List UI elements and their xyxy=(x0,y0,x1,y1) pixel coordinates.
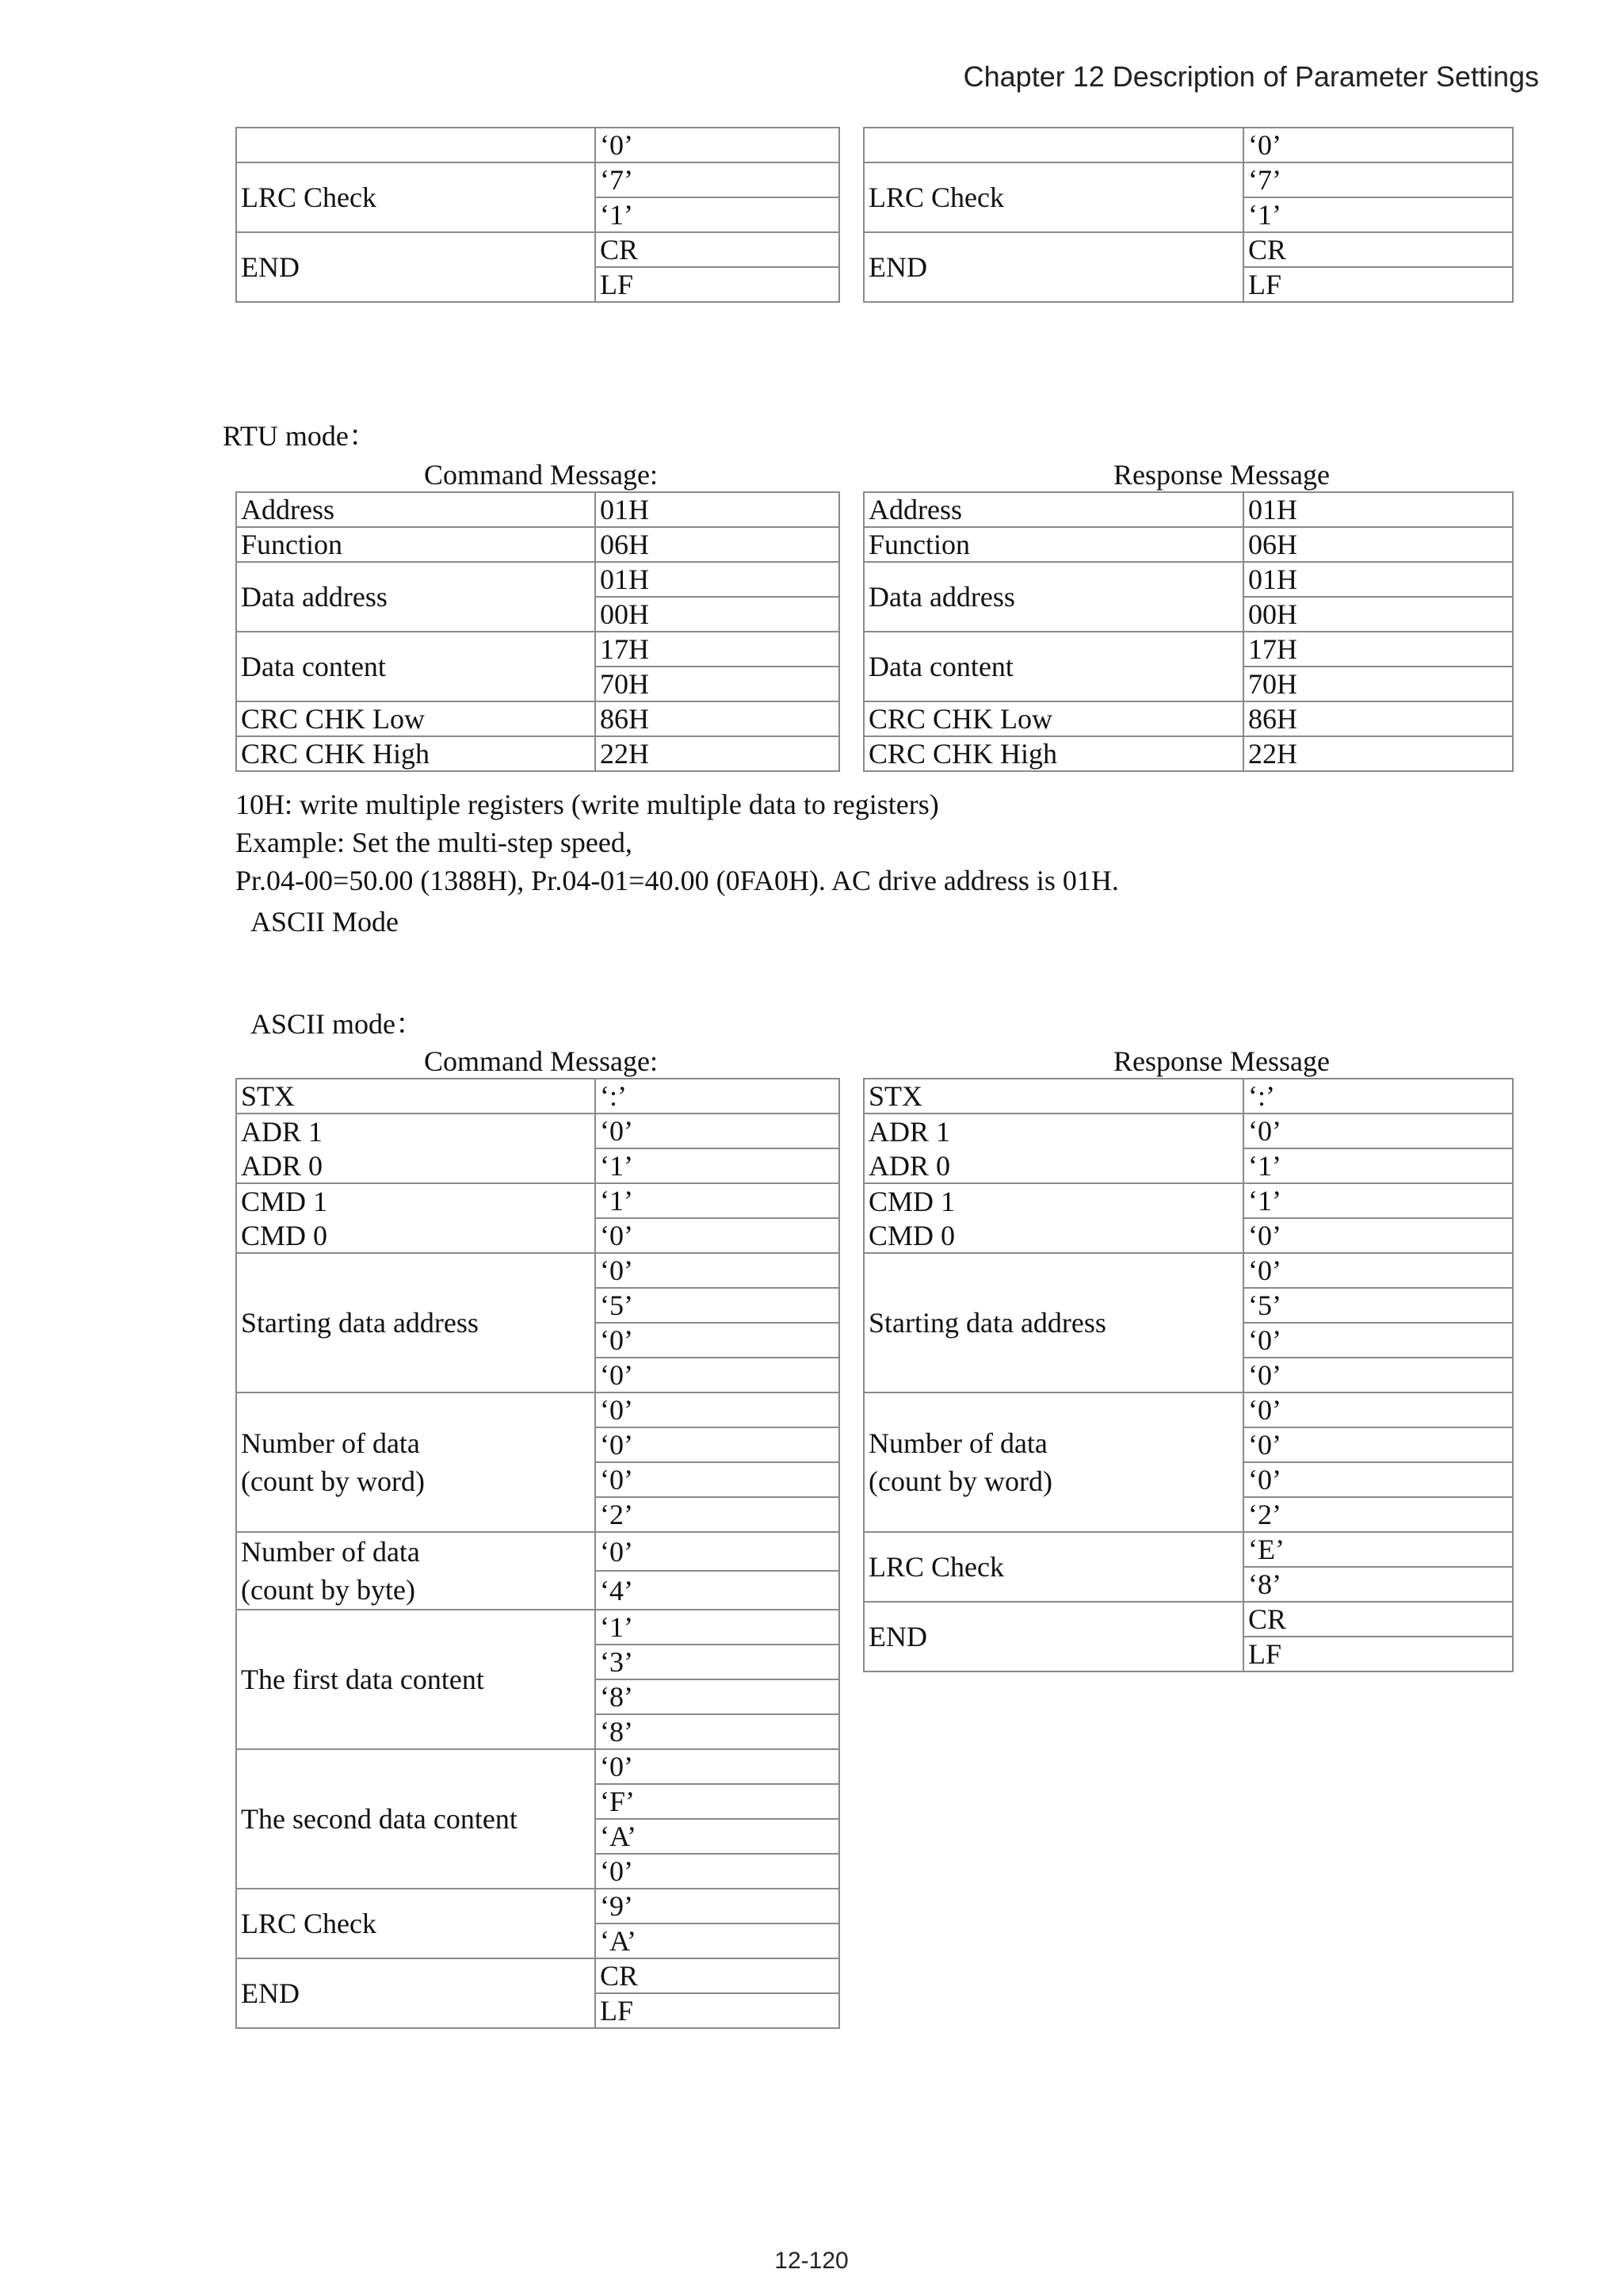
rtu-command-table xyxy=(235,491,840,772)
field-value: ‘8’ xyxy=(595,1679,839,1714)
ascii-command-table xyxy=(235,1078,840,2029)
field-name: Number of data (count by word) xyxy=(864,1392,1243,1532)
field-value: ‘7’ xyxy=(595,162,839,197)
table-row xyxy=(236,1218,839,1253)
field-value: 22H xyxy=(1243,736,1513,771)
table-row xyxy=(864,1253,1513,1288)
field-name: Data content xyxy=(236,632,595,701)
table-row xyxy=(236,736,839,771)
table-row xyxy=(236,1610,839,1645)
field-name: ADR 1 xyxy=(864,1114,1243,1148)
field-value: 01H xyxy=(595,492,839,527)
field-value: ‘0’ xyxy=(595,128,839,162)
ascii-mode-heading: ASCII Mode xyxy=(250,906,399,938)
field-value: ‘7’ xyxy=(1243,162,1513,197)
field-name: CMD 0 xyxy=(236,1218,595,1253)
table-row xyxy=(236,1148,839,1183)
field-name: ADR 1 xyxy=(236,1114,595,1148)
table-row xyxy=(236,562,839,597)
field-value: ‘0’ xyxy=(595,1427,839,1462)
top-left-table xyxy=(235,127,840,303)
ascii-command-caption: Command Message: xyxy=(424,1045,658,1077)
table-row xyxy=(236,1392,839,1427)
field-value: LF xyxy=(1243,267,1513,302)
table-row xyxy=(236,162,839,197)
ascii-response-caption: Response Message xyxy=(1113,1045,1330,1077)
field-value: 06H xyxy=(595,527,839,562)
table-row xyxy=(236,1958,839,1993)
field-value: ‘F’ xyxy=(595,1784,839,1819)
field-name: CRC CHK Low xyxy=(864,701,1243,736)
field-name: STX xyxy=(236,1079,595,1114)
field-value: ‘0’ xyxy=(595,1358,839,1392)
field-value: ‘2’ xyxy=(1243,1497,1513,1532)
table-row xyxy=(236,1253,839,1288)
field-name xyxy=(864,128,1243,162)
field-value: 70H xyxy=(1243,667,1513,701)
table-row xyxy=(864,527,1513,562)
field-name: Starting data address xyxy=(236,1253,595,1392)
table-row xyxy=(236,701,839,736)
field-value: ‘0’ xyxy=(1243,1323,1513,1358)
field-name: Number of data (count by word) xyxy=(236,1392,595,1532)
field-value: LF xyxy=(1243,1637,1513,1671)
field-value: ‘:’ xyxy=(1243,1079,1513,1114)
field-value: LF xyxy=(595,1993,839,2028)
ascii-mode-title: ASCII mode： xyxy=(250,1008,424,1040)
table-row xyxy=(236,1114,839,1148)
field-name xyxy=(236,128,595,162)
field-value: ‘0’ xyxy=(595,1253,839,1288)
field-value: ‘A’ xyxy=(595,1924,839,1958)
table-row xyxy=(864,701,1513,736)
field-value: ‘2’ xyxy=(595,1497,839,1532)
field-value: 00H xyxy=(595,597,839,632)
field-value: 17H xyxy=(1243,632,1513,667)
field-name: Number of data (count by byte) xyxy=(236,1532,595,1610)
rtu-mode-title: RTU mode： xyxy=(223,420,377,452)
field-name: END xyxy=(236,1958,595,2028)
field-value: ‘0’ xyxy=(1243,1392,1513,1427)
field-value: ‘0’ xyxy=(595,1323,839,1358)
table-row xyxy=(236,1183,839,1218)
rtu-command-caption: Command Message: xyxy=(424,459,658,491)
field-name: Data address xyxy=(864,562,1243,632)
field-value: ‘0’ xyxy=(1243,1218,1513,1253)
field-value: 01H xyxy=(1243,492,1513,527)
example-line: Example: Set the multi-step speed, xyxy=(235,827,632,858)
field-name: LRC Check xyxy=(236,1889,595,1958)
chapter-header: Chapter 12 Description of Parameter Settings xyxy=(963,60,1539,93)
rtu-response-caption: Response Message xyxy=(1113,459,1330,491)
field-name: Starting data address xyxy=(864,1253,1243,1392)
table-row xyxy=(864,1602,1513,1637)
field-name: STX xyxy=(864,1079,1243,1114)
field-value: ‘0’ xyxy=(1243,1358,1513,1392)
table-row xyxy=(864,1392,1513,1427)
table-row xyxy=(236,492,839,527)
field-value: ‘5’ xyxy=(1243,1288,1513,1323)
field-name: CMD 1 xyxy=(236,1183,595,1218)
field-value: ‘0’ xyxy=(595,1218,839,1253)
table-row xyxy=(236,128,839,162)
field-name: CRC CHK High xyxy=(236,736,595,771)
table-row xyxy=(864,232,1513,267)
field-value: LF xyxy=(595,267,839,302)
field-name: Function xyxy=(236,527,595,562)
field-value: ‘0’ xyxy=(1243,1427,1513,1462)
field-name: Data content xyxy=(864,632,1243,701)
field-name: CRC CHK Low xyxy=(236,701,595,736)
field-value: ‘4’ xyxy=(595,1571,839,1610)
table-row xyxy=(864,128,1513,162)
table-row xyxy=(864,1114,1513,1148)
field-name: END xyxy=(236,232,595,302)
field-value: ‘0’ xyxy=(595,1854,839,1889)
field-value: ‘0’ xyxy=(1243,1462,1513,1497)
field-value: CR xyxy=(1243,232,1513,267)
table-row xyxy=(864,1079,1513,1114)
top-right-table xyxy=(863,127,1514,303)
field-value: ‘1’ xyxy=(1243,1183,1513,1218)
field-value: ‘8’ xyxy=(1243,1567,1513,1602)
field-value: ‘0’ xyxy=(595,1462,839,1497)
field-value: ‘5’ xyxy=(595,1288,839,1323)
field-name: Address xyxy=(864,492,1243,527)
field-name: CMD 0 xyxy=(864,1218,1243,1253)
field-value: ‘0’ xyxy=(595,1532,839,1571)
table-row xyxy=(864,1183,1513,1218)
field-name: The second data content xyxy=(236,1749,595,1889)
field-value: CR xyxy=(1243,1602,1513,1637)
field-value: ‘1’ xyxy=(595,1183,839,1218)
table-row xyxy=(236,1749,839,1784)
page-number: 12-120 xyxy=(774,2248,849,2274)
field-value: 17H xyxy=(595,632,839,667)
field-value: ‘0’ xyxy=(1243,1114,1513,1148)
field-value: 86H xyxy=(1243,701,1513,736)
field-value: ‘3’ xyxy=(595,1645,839,1679)
table-row xyxy=(864,632,1513,667)
field-value: ‘0’ xyxy=(1243,1253,1513,1288)
field-value: ‘1’ xyxy=(1243,197,1513,232)
field-value: ‘1’ xyxy=(595,197,839,232)
table-row xyxy=(864,1218,1513,1253)
ascii-response-table xyxy=(863,1078,1514,1672)
table-row xyxy=(236,1889,839,1924)
field-value: 86H xyxy=(595,701,839,736)
field-name: LRC Check xyxy=(864,1532,1243,1602)
field-value: ‘1’ xyxy=(595,1610,839,1645)
field-name: ADR 0 xyxy=(864,1148,1243,1183)
field-value: ‘1’ xyxy=(595,1148,839,1183)
field-value: CR xyxy=(595,232,839,267)
field-value: CR xyxy=(595,1958,839,1993)
field-name: CRC CHK High xyxy=(864,736,1243,771)
table-row xyxy=(864,1532,1513,1567)
field-value: ‘E’ xyxy=(1243,1532,1513,1567)
table-row xyxy=(864,562,1513,597)
field-name: CMD 1 xyxy=(864,1183,1243,1218)
field-value: 22H xyxy=(595,736,839,771)
field-value: ‘:’ xyxy=(595,1079,839,1114)
field-name: ADR 0 xyxy=(236,1148,595,1183)
field-name: LRC Check xyxy=(236,162,595,232)
table-row xyxy=(236,1079,839,1114)
field-value: ‘0’ xyxy=(595,1114,839,1148)
function-10h-description: 10H: write multiple registers (write multiple data to registers) xyxy=(235,789,939,820)
field-name: The first data content xyxy=(236,1610,595,1749)
field-value: ‘8’ xyxy=(595,1714,839,1749)
field-value: ‘0’ xyxy=(595,1392,839,1427)
field-value: ‘0’ xyxy=(595,1749,839,1784)
field-name: END xyxy=(864,1602,1243,1671)
field-value: 01H xyxy=(1243,562,1513,597)
table-row xyxy=(864,1148,1513,1183)
table-row xyxy=(864,162,1513,197)
field-name: END xyxy=(864,232,1243,302)
field-value: 00H xyxy=(1243,597,1513,632)
rtu-response-table xyxy=(863,491,1514,772)
table-row xyxy=(864,736,1513,771)
table-row xyxy=(236,527,839,562)
field-value: 70H xyxy=(595,667,839,701)
table-row xyxy=(236,632,839,667)
table-row xyxy=(236,232,839,267)
field-value: 06H xyxy=(1243,527,1513,562)
field-name: Address xyxy=(236,492,595,527)
field-value: ‘1’ xyxy=(1243,1148,1513,1183)
field-name: Data address xyxy=(236,562,595,632)
field-value: ‘0’ xyxy=(1243,128,1513,162)
field-value: ‘A’ xyxy=(595,1819,839,1854)
table-row xyxy=(236,1532,839,1571)
field-value: ‘9’ xyxy=(595,1889,839,1924)
parameter-line: Pr.04-00=50.00 (1388H), Pr.04-01=40.00 (0FA0H). AC drive address is 01H. xyxy=(235,865,1119,896)
field-name: LRC Check xyxy=(864,162,1243,232)
field-name: Function xyxy=(864,527,1243,562)
table-row xyxy=(864,492,1513,527)
field-value: 01H xyxy=(595,562,839,597)
